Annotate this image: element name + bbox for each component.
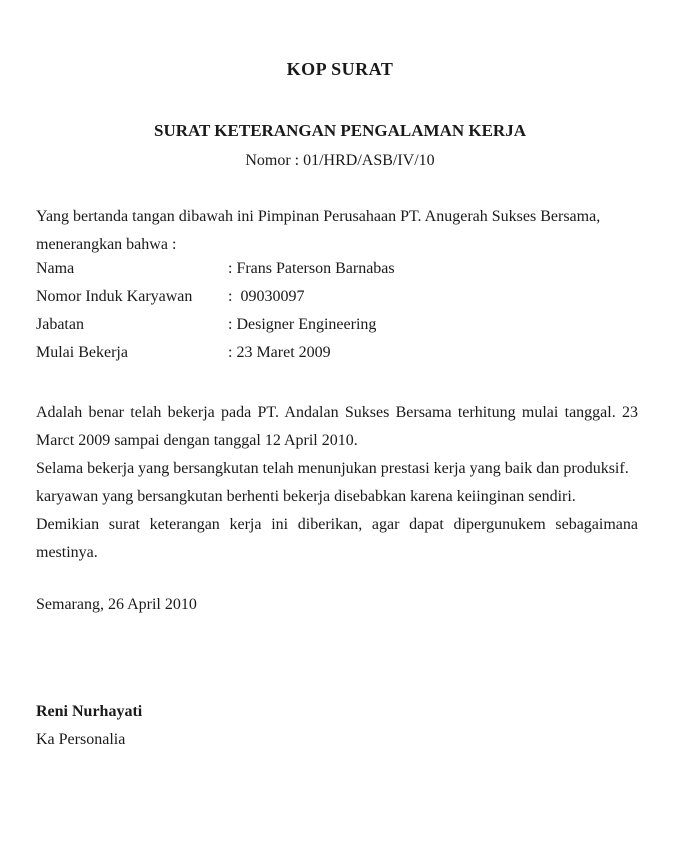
place-date: Semarang, 26 April 2010 [36,596,197,613]
detail-row-name [36,255,638,283]
letter-heading: SURAT KETERANGAN PENGALAMAN KERJA [154,121,526,140]
intro-paragraph [36,203,638,259]
detail-label: Nama [36,260,75,277]
body-line-3: Selama bekerja yang bersangkutan telah menunjukan prestasi kerja yang baik dan produksif. [36,460,629,477]
intro-line-1: Yang bertanda tangan dibawah ini Pimpinan Perusahaan PT. Anugerah Sukses Bersama, [36,208,601,225]
letterhead-title: KOP SURAT [286,59,394,79]
detail-row-employee-id [36,283,638,311]
detail-value: : 09030097 [228,288,305,305]
detail-value: : Designer Engineering [228,316,377,333]
body-line-6: mestinya. [36,544,98,561]
detail-label: Mulai Bekerja [36,344,128,361]
detail-value: : Frans Paterson Barnabas [228,260,395,277]
signatory-position: Ka Personalia [36,731,126,748]
body-line-5: Demikian surat keterangan kerja ini diberikan, agar dapat dipergunukem sebagaimana [36,516,638,533]
detail-value: : 23 Maret 2009 [228,344,331,361]
intro-line-2: menerangkan bahwa : [36,236,177,253]
letter-number: Nomor : 01/HRD/ASB/IV/10 [245,152,435,169]
body-paragraphs [36,399,638,567]
detail-label: Nomor Induk Karyawan [36,288,193,305]
employee-details [36,255,638,367]
body-line-2: Marct 2009 sampai dengan tanggal 12 April 2010. [36,432,358,449]
signatory-name: Reni Nurhayati [36,703,143,720]
detail-row-position [36,311,638,339]
body-line-4: karyawan yang bersangkutan berhenti bekerja disebabkan karena keiinginan sendiri. [36,488,576,505]
body-line-1: Adalah benar telah bekerja pada PT. Andalan Sukses Bersama terhitung mulai tanggal. 23 [36,404,638,421]
detail-row-start-date [36,339,638,367]
detail-label: Jabatan [36,316,84,333]
